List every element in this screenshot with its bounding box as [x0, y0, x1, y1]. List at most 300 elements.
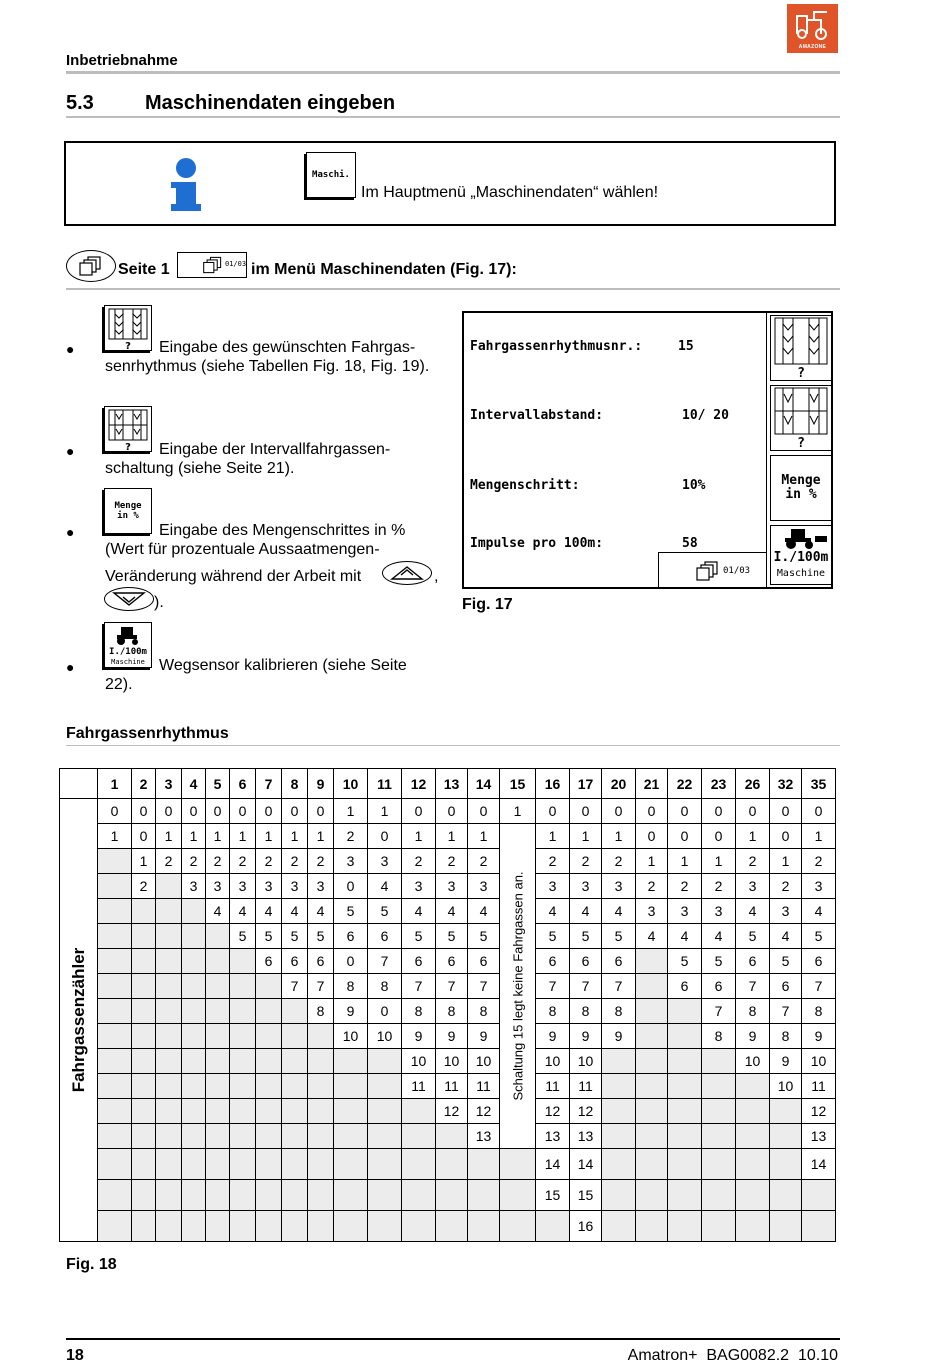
table-cell [256, 1124, 282, 1149]
table-cell [230, 1124, 256, 1149]
table-cell [282, 1180, 308, 1211]
table-cell: 9 [468, 1024, 500, 1049]
table-row [60, 949, 836, 974]
table-cell: 9 [770, 1049, 802, 1074]
table-cell [668, 1024, 702, 1049]
wegsensor-button[interactable] [104, 622, 152, 668]
section-number: 5.3 [66, 92, 94, 114]
table-cell: 3 [368, 849, 402, 874]
table-cell: 3 [282, 874, 308, 899]
table-cell: 0 [636, 799, 668, 824]
softkey-wegsensor-top: I./100m [773, 550, 829, 565]
table-cell [636, 1099, 668, 1124]
table-cell: 5 [736, 924, 770, 949]
table-cell: 1 [702, 849, 736, 874]
table-cell: 3 [256, 874, 282, 899]
table-cell [156, 1149, 182, 1180]
column-header: 16 [536, 769, 570, 799]
screen-row-value: 15 [678, 339, 694, 354]
bullet2-rest: schaltung (siehe Seite 21). [105, 460, 295, 477]
table-cell: 2 [468, 849, 500, 874]
table-cell: 3 [770, 899, 802, 924]
maschinendaten-button[interactable]: Maschi. [306, 152, 356, 198]
table-cell [230, 1149, 256, 1180]
table-cell: 7 [602, 974, 636, 999]
table-cell [156, 1099, 182, 1124]
table-cell: 11 [468, 1074, 500, 1099]
column-header: 26 [736, 769, 770, 799]
table-cell: 2 [436, 849, 468, 874]
table-cell [156, 874, 182, 899]
table-cell: 0 [668, 824, 702, 849]
table-cell [230, 949, 256, 974]
table-cell: 12 [536, 1099, 570, 1124]
table-cell: 0 [702, 824, 736, 849]
menge-button[interactable]: Menge in % [104, 488, 152, 534]
table-cell: 14 [536, 1149, 570, 1180]
table-cell: 2 [702, 874, 736, 899]
table-cell: 12 [802, 1099, 836, 1124]
table-cell: 7 [368, 949, 402, 974]
bullet3-rest-a: (Wert für prozentuale Aussaatmengen- [105, 541, 380, 558]
table-row [60, 1211, 836, 1242]
table-cell: 1 [132, 849, 156, 874]
column-header: 10 [334, 769, 368, 799]
table-cell [98, 924, 132, 949]
interval-button[interactable] [104, 406, 152, 452]
table-cell [132, 1211, 156, 1242]
table-cell: 1 [368, 799, 402, 824]
table-cell [206, 949, 230, 974]
table-cell [98, 1124, 132, 1149]
table-cell [368, 1180, 402, 1211]
softkey-wegsensor[interactable] [770, 525, 832, 585]
table-cell [308, 1180, 334, 1211]
table-cell [468, 1211, 500, 1242]
table-cell [156, 924, 182, 949]
table-cell: 0 [334, 949, 368, 974]
table-cell [206, 974, 230, 999]
table-cell: 14 [570, 1149, 602, 1180]
table-cell [206, 924, 230, 949]
table-cell: 6 [468, 949, 500, 974]
table-cell [182, 1049, 206, 1074]
table-row [60, 874, 836, 899]
table-cell [636, 1024, 668, 1049]
table-cell: 7 [570, 974, 602, 999]
table-cell: 2 [182, 849, 206, 874]
table-cell [182, 1074, 206, 1099]
table-cell [334, 1124, 368, 1149]
table-cell: 1 [402, 824, 436, 849]
table-cell: 11 [436, 1074, 468, 1099]
table-cell [308, 1124, 334, 1149]
col15-note-cell [500, 824, 536, 1149]
table-cell [334, 1074, 368, 1099]
table-cell [334, 1211, 368, 1242]
table-cell [256, 974, 282, 999]
table-cell: 10 [736, 1049, 770, 1074]
table-cell: 9 [736, 1024, 770, 1049]
table-cell: 3 [230, 874, 256, 899]
table-cell [770, 1124, 802, 1149]
table-cell: 6 [308, 949, 334, 974]
table-cell [668, 1124, 702, 1149]
table-cell [282, 999, 308, 1024]
table-cell [770, 1099, 802, 1124]
table-cell: 0 [702, 799, 736, 824]
table-cell: 0 [668, 799, 702, 824]
table-row [60, 1024, 836, 1049]
screen-row-label: Fahrgassenrhythmusnr.: [470, 339, 643, 354]
table-cell [402, 1099, 436, 1124]
table-cell: 13 [570, 1124, 602, 1149]
table-cell: 5 [256, 924, 282, 949]
table-cell: 3 [702, 899, 736, 924]
table-cell [206, 1124, 230, 1149]
table-cell [282, 1099, 308, 1124]
table-cell [98, 1180, 132, 1211]
table-cell: 9 [536, 1024, 570, 1049]
table-cell: 5 [334, 899, 368, 924]
table-cell: 1 [536, 824, 570, 849]
table-cell: 1 [570, 824, 602, 849]
screen-row-value: 58 [682, 536, 698, 551]
table-cell: 4 [436, 899, 468, 924]
table-cell: 0 [256, 799, 282, 824]
decrease-rate-key[interactable] [104, 587, 154, 611]
nav-divider [66, 288, 840, 290]
bullet1-line1: Eingabe des gewünschten Fahrgas- [159, 339, 416, 356]
footer-doc-id: Amatron+ BAG0082.2 10.10 [627, 1347, 838, 1364]
increase-arrow-icon [390, 565, 424, 581]
table-cell [770, 1149, 802, 1180]
increase-rate-key[interactable] [382, 561, 432, 585]
table-cell: 4 [602, 899, 636, 924]
table-cell [636, 999, 668, 1024]
table-cell: 5 [436, 924, 468, 949]
column-header: 13 [436, 769, 468, 799]
table-cell [132, 1124, 156, 1149]
table-cell: 0 [334, 874, 368, 899]
table-cell [636, 949, 668, 974]
table-cell: 0 [282, 799, 308, 824]
table-cell: 7 [736, 974, 770, 999]
page-indicator-text: 01/03 [225, 260, 247, 268]
table-cell: 3 [334, 849, 368, 874]
screen-page-indicator [658, 552, 766, 587]
table-cell: 5 [668, 949, 702, 974]
table-cell [802, 1211, 836, 1242]
table-cell: 3 [536, 874, 570, 899]
table-cell: 8 [770, 1024, 802, 1049]
screen-row-label: Intervallabstand: [470, 408, 604, 423]
table-cell: 6 [436, 949, 468, 974]
table-cell [334, 1149, 368, 1180]
table-cell [308, 1149, 334, 1180]
table-cell [736, 1099, 770, 1124]
table-cell [182, 924, 206, 949]
table-cell [98, 1049, 132, 1074]
header-divider [66, 71, 840, 74]
fahrgassen-rhythmus-icon [105, 306, 151, 350]
screen-row-value: 10% [682, 478, 706, 493]
table-cell: 11 [570, 1074, 602, 1099]
table-cell: 7 [536, 974, 570, 999]
table-cell [156, 1211, 182, 1242]
table-cell [468, 1149, 500, 1180]
table-cell: 8 [602, 999, 636, 1024]
table-cell: 10 [536, 1049, 570, 1074]
table-cell: 12 [570, 1099, 602, 1124]
table-cell [602, 1211, 636, 1242]
fig17-caption: Fig. 17 [462, 596, 513, 613]
page-stack-icon [695, 561, 721, 581]
table-row [60, 1124, 836, 1149]
table-cell [230, 1024, 256, 1049]
table-cell [702, 1049, 736, 1074]
table-cell [702, 1149, 736, 1180]
table-cell: 5 [702, 949, 736, 974]
column-header: 22 [668, 769, 702, 799]
table-cell [736, 1180, 770, 1211]
column-header: 14 [468, 769, 500, 799]
table-cell [132, 1074, 156, 1099]
table-row [60, 799, 836, 824]
table-cell [436, 1180, 468, 1211]
table-cell [230, 1049, 256, 1074]
table-cell: 7 [702, 999, 736, 1024]
fahrgassen-rhythmus-button[interactable] [104, 305, 152, 351]
table-cell [436, 1149, 468, 1180]
table-cell: 3 [602, 874, 636, 899]
table-cell [636, 974, 668, 999]
table-cell [182, 1124, 206, 1149]
table-cell: 2 [308, 849, 334, 874]
table-cell: 8 [536, 999, 570, 1024]
bullet1-rest: senrhythmus (siehe Tabellen Fig. 18, Fig. 19). [105, 358, 430, 375]
table-cell [282, 1049, 308, 1074]
table-cell: 7 [308, 974, 334, 999]
table-cell: 1 [668, 849, 702, 874]
table-cell: 0 [536, 799, 570, 824]
table-cell: 2 [602, 849, 636, 874]
table-cell [334, 1099, 368, 1124]
table-cell [156, 1180, 182, 1211]
table-cell: 10 [802, 1049, 836, 1074]
table-cell: 6 [668, 974, 702, 999]
table-row [60, 1149, 836, 1180]
header-section-label: Inbetriebnahme [66, 52, 178, 69]
table-cell: 12 [468, 1099, 500, 1124]
table-cell [230, 1099, 256, 1124]
table-cell: 15 [570, 1180, 602, 1211]
page-navigation-key[interactable] [66, 250, 116, 282]
table-cell: 1 [500, 799, 536, 824]
table-cell [436, 1211, 468, 1242]
table-cell [256, 1024, 282, 1049]
table-cell: 12 [436, 1099, 468, 1124]
table-cell [702, 1124, 736, 1149]
table-cell [668, 1211, 702, 1242]
table-cell [256, 1074, 282, 1099]
table-cell [206, 1049, 230, 1074]
table-row [60, 849, 836, 874]
table-cell [282, 1124, 308, 1149]
table-cell: 6 [602, 949, 636, 974]
table-cell: 4 [770, 924, 802, 949]
table-cell: 8 [702, 1024, 736, 1049]
table-cell [182, 1024, 206, 1049]
table-cell: 3 [802, 874, 836, 899]
table-cell: 0 [770, 824, 802, 849]
section-title: Maschinendaten eingeben [145, 92, 396, 114]
nav-prefix: Seite 1 [118, 261, 170, 278]
column-header: 3 [156, 769, 182, 799]
table-cell: 4 [570, 899, 602, 924]
table-heading: Fahrgassenrhythmus [66, 725, 229, 742]
table-cell: 2 [132, 874, 156, 899]
table-cell [802, 1180, 836, 1211]
table-cell: 3 [570, 874, 602, 899]
footer-divider [66, 1338, 840, 1340]
table-cell: 5 [536, 924, 570, 949]
table-cell: 6 [402, 949, 436, 974]
table-cell: 14 [802, 1149, 836, 1180]
table-cell: 4 [230, 899, 256, 924]
table-cell: 0 [802, 799, 836, 824]
table-cell: 3 [182, 874, 206, 899]
bullet-marker: ● [66, 524, 75, 540]
table-row [60, 1099, 836, 1124]
table-cell [98, 1211, 132, 1242]
table-cell [182, 999, 206, 1024]
table-cell: 9 [602, 1024, 636, 1049]
table-cell [668, 1074, 702, 1099]
table-cell: 3 [668, 899, 702, 924]
column-header: 15 [500, 769, 536, 799]
table-cell: 0 [570, 799, 602, 824]
table-cell: 7 [770, 999, 802, 1024]
table-cell [182, 974, 206, 999]
table-cell: 13 [536, 1124, 570, 1149]
column-header: 23 [702, 769, 736, 799]
table-cell: 10 [468, 1049, 500, 1074]
table-cell: 8 [570, 999, 602, 1024]
table-cell [282, 1211, 308, 1242]
table-cell: 11 [402, 1074, 436, 1099]
column-header: 11 [368, 769, 402, 799]
table-row [60, 1049, 836, 1074]
table-cell [98, 874, 132, 899]
table-cell: 5 [368, 899, 402, 924]
table-cell [156, 999, 182, 1024]
table-cell: 9 [334, 999, 368, 1024]
table-cell: 6 [802, 949, 836, 974]
table-cell: 4 [702, 924, 736, 949]
fahrgassen-rhythmus-icon [771, 316, 831, 368]
table-cell [636, 1074, 668, 1099]
table-cell: 9 [802, 1024, 836, 1049]
table-cell [368, 1211, 402, 1242]
table-cell: 0 [308, 799, 334, 824]
table-cell: 4 [368, 874, 402, 899]
table-cell: 4 [668, 924, 702, 949]
table-cell: 7 [468, 974, 500, 999]
table-cell: 6 [536, 949, 570, 974]
info-icon [171, 158, 201, 213]
table-row [60, 824, 836, 849]
table-cell: 2 [802, 849, 836, 874]
table-cell: 5 [570, 924, 602, 949]
table-cell: 8 [468, 999, 500, 1024]
table-cell: 2 [668, 874, 702, 899]
table-cell: 2 [736, 849, 770, 874]
softkey-interval[interactable] [770, 385, 832, 451]
table-cell [156, 1024, 182, 1049]
column-header: 35 [802, 769, 836, 799]
wegsensor-label-top: I./100m [109, 647, 147, 657]
table-cell [282, 1149, 308, 1180]
table-cell [308, 1211, 334, 1242]
column-header: 2 [132, 769, 156, 799]
table-cell: 4 [256, 899, 282, 924]
softkey-menge[interactable]: Menge in % [770, 455, 832, 521]
logo-text: AMAZONE [798, 44, 827, 50]
table-cell: 3 [636, 899, 668, 924]
table-cell [98, 1074, 132, 1099]
svg-text:?: ? [125, 341, 131, 350]
table-cell [308, 1024, 334, 1049]
table-cell: 3 [308, 874, 334, 899]
softkey-question: ? [797, 436, 805, 451]
table-cell [402, 1180, 436, 1211]
table-cell: 10 [334, 1024, 368, 1049]
table-cell: 4 [736, 899, 770, 924]
table-cell [132, 1149, 156, 1180]
table-cell: 11 [536, 1074, 570, 1099]
table-cell [156, 974, 182, 999]
table-cell [98, 1149, 132, 1180]
table-cell: 1 [156, 824, 182, 849]
table-cell: 0 [98, 799, 132, 824]
table-cell: 5 [802, 924, 836, 949]
table-cell: 4 [802, 899, 836, 924]
table-cell: 0 [368, 824, 402, 849]
table-cell: 2 [230, 849, 256, 874]
table-cell: 0 [736, 799, 770, 824]
table-cell: 1 [770, 849, 802, 874]
bullet3-rest-c: , [434, 568, 439, 585]
fahrgassen-table [59, 768, 836, 1242]
table-cell [230, 999, 256, 1024]
table-cell [132, 974, 156, 999]
terminal-screen [462, 311, 833, 589]
table-cell: 1 [602, 824, 636, 849]
table-corner [60, 769, 98, 799]
table-cell [206, 1074, 230, 1099]
interval-icon [771, 386, 831, 438]
table-cell [500, 1211, 536, 1242]
table-cell: 2 [536, 849, 570, 874]
table-cell: 5 [402, 924, 436, 949]
softkey-fahrgassenrhythmus[interactable] [770, 315, 832, 381]
table-cell [156, 1049, 182, 1074]
bullet3-line1: Eingabe des Mengenschrittes in % [159, 522, 406, 539]
interval-icon [105, 407, 151, 451]
col15-note: Schaltung 15 legt keine Fahrgassen an. [510, 871, 525, 1101]
table-cell [206, 1149, 230, 1180]
